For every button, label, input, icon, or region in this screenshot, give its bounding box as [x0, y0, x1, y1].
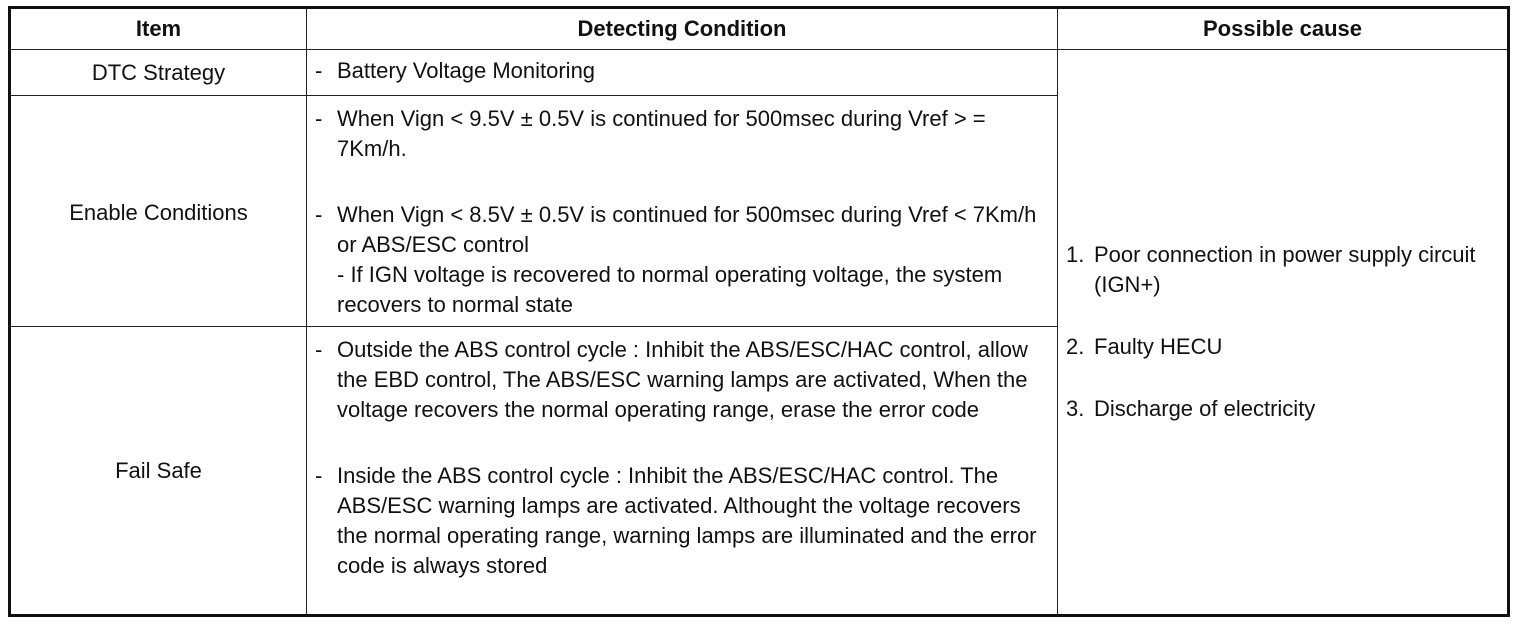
bullet-dash: -: [315, 202, 323, 227]
enable-conditions-label: Enable Conditions: [10, 96, 307, 327]
header-item: Item: [10, 8, 307, 50]
condition-item: [315, 200, 1051, 260]
cause-text: Poor connection in power supply circuit (IGN+): [1094, 242, 1476, 297]
bullet-dash: -: [315, 463, 323, 488]
cause-item: [1066, 332, 1507, 362]
cause-number: 1.: [1066, 242, 1085, 267]
fail-safe-item: [315, 335, 1051, 425]
condition-note: - If IGN voltage is recovered to normal operating voltage, the system recovers to normal state: [337, 262, 1003, 317]
cause-number: 3.: [1066, 396, 1085, 421]
dtc-strategy-label: DTC Strategy: [10, 50, 307, 96]
fail-safe-text: Outside the ABS control cycle : Inhibit the ABS/ESC/HAC control, allow the EBD control, The ABS/ESC warning lamps are activated, When the voltage recovers the normal operating range, erase the error code: [337, 337, 1028, 422]
cause-item: [1066, 394, 1507, 424]
bullet-dash: -: [315, 106, 323, 131]
header-detecting-condition: Detecting Condition: [307, 8, 1058, 50]
cause-text: Faulty HECU: [1094, 334, 1223, 359]
cause-text: Discharge of electricity: [1094, 396, 1316, 421]
condition-text: When Vign < 9.5V ± 0.5V is continued for 500msec during Vref > = 7Km/h.: [337, 106, 986, 161]
cause-number: 2.: [1066, 334, 1085, 359]
diagnostic-table: [8, 6, 1510, 617]
fail-safe-label: Fail Safe: [10, 327, 307, 616]
fail-safe-item: [315, 461, 1051, 581]
header-row: [10, 8, 1509, 50]
dtc-strategy-condition: [307, 50, 1058, 96]
cause-list: [1066, 240, 1507, 424]
header-possible-cause: Possible cause: [1058, 8, 1509, 50]
row-dtc-strategy: [10, 50, 1509, 96]
bullet-dash: -: [315, 337, 323, 362]
enable-conditions-condition: [307, 96, 1058, 327]
fail-safe-text: Inside the ABS control cycle : Inhibit the ABS/ESC/HAC control. The ABS/ESC warning lamps are activated. Althought the voltage recovers the normal operating range, warning lamps are illuminated and the error code is always stored: [337, 463, 1037, 578]
cause-item: [1066, 240, 1507, 300]
dtc-strategy-text: Battery Voltage Monitoring: [337, 58, 596, 83]
dtc-strategy-line: [315, 56, 1051, 86]
condition-item: [315, 104, 1051, 164]
fail-safe-condition: [307, 327, 1058, 616]
possible-cause-cell: [1058, 50, 1509, 616]
condition-text: When Vign < 8.5V ± 0.5V is continued for 500msec during Vref < 7Km/h or ABS/ESC control: [337, 202, 1037, 257]
bullet-dash: -: [315, 58, 323, 83]
